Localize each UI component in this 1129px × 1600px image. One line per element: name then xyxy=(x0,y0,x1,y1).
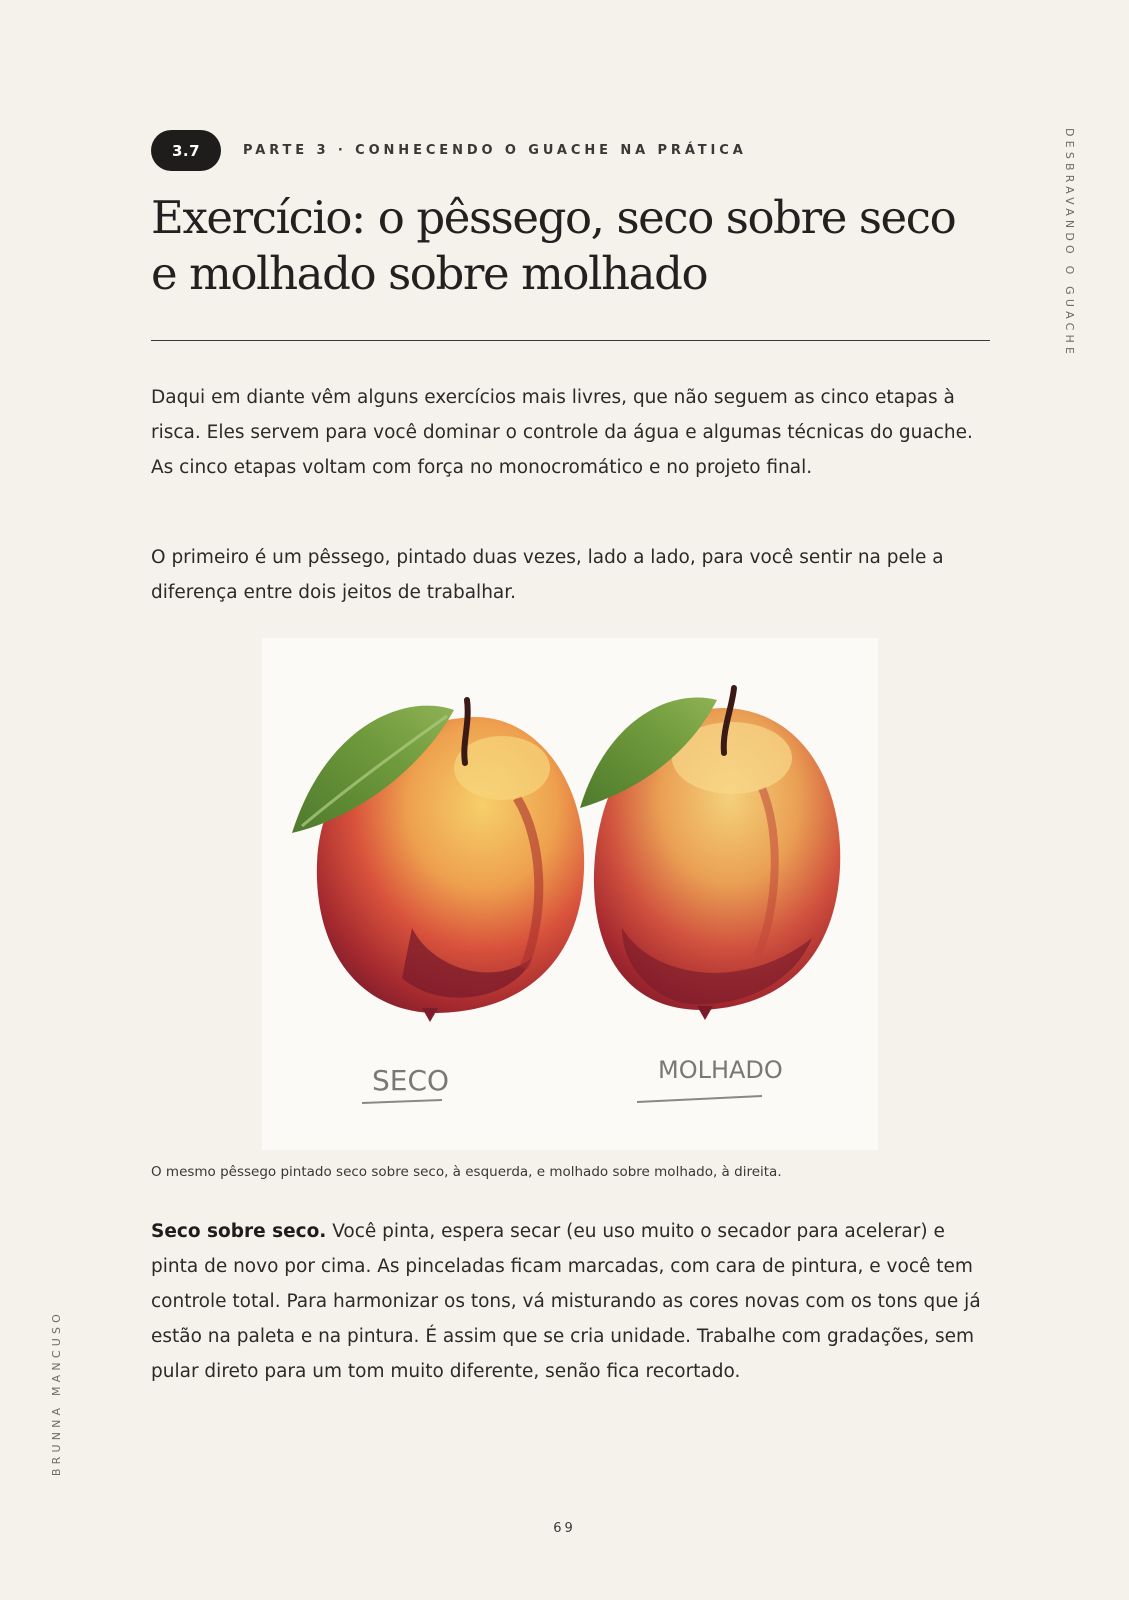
peach-left xyxy=(292,700,584,1022)
paragraph-text: Daqui em diante vêm alguns exercícios mais livres, que não seguem as cinco etapas à risca. Eles servem para você dominar o controle da água e algumas técnicas do guache. As cinco etapas voltam com força no monocromático e no projeto final. xyxy=(151,387,973,478)
seco-paragraph xyxy=(151,1214,996,1389)
paragraph-lead: Seco sobre seco. xyxy=(151,1221,327,1242)
paragraph-body: Você pinta, espera secar (eu uso muito o secador para acelerar) e pinta de novo por cima. As pinceladas ficam marcadas, com cara de pintura, e você tem controle total. Para harmonizar os tons, vá misturando as cores novas com os tons que já estão na paleta e na pintura. É assim que se cria unidade. Trabalhe com gradações, sem pular direto para um tom muito diferente, senão fica recortado. xyxy=(151,1221,981,1382)
author-name: BRUNNA MANCUSO xyxy=(50,1310,63,1477)
label-molhado: MOLHADO xyxy=(658,1056,783,1084)
peach-painting xyxy=(262,638,878,1150)
peach-illustration xyxy=(262,638,878,1150)
underline-seco xyxy=(362,1100,442,1103)
running-title: DESBRAVANDO O GUACHE xyxy=(1063,128,1076,359)
page-number: 69 xyxy=(553,1521,576,1536)
title-divider xyxy=(151,340,990,341)
intro-paragraph xyxy=(151,380,996,485)
label-seco: SECO xyxy=(372,1064,450,1097)
paragraph-text xyxy=(151,1214,996,1389)
peach-right xyxy=(580,688,840,1020)
section-header xyxy=(151,130,747,171)
section-kicker: PARTE 3 · CONHECENDO O GUACHE NA PRÁTICA xyxy=(243,143,747,158)
section-number-badge: 3.7 xyxy=(151,130,221,171)
underline-molhado xyxy=(637,1096,762,1102)
figure-caption: O mesmo pêssego pintado seco sobre seco, à esquerda, e molhado sobre molhado, à direita. xyxy=(151,1164,782,1180)
paragraph-text: O primeiro é um pêssego, pintado duas vezes, lado a lado, para você sentir na pele a diferença entre dois jeitos de trabalhar. xyxy=(151,547,944,603)
page-title: Exercício: o pêssego, seco sobre seco e molhado sobre molhado xyxy=(151,191,956,300)
second-paragraph xyxy=(151,540,996,610)
